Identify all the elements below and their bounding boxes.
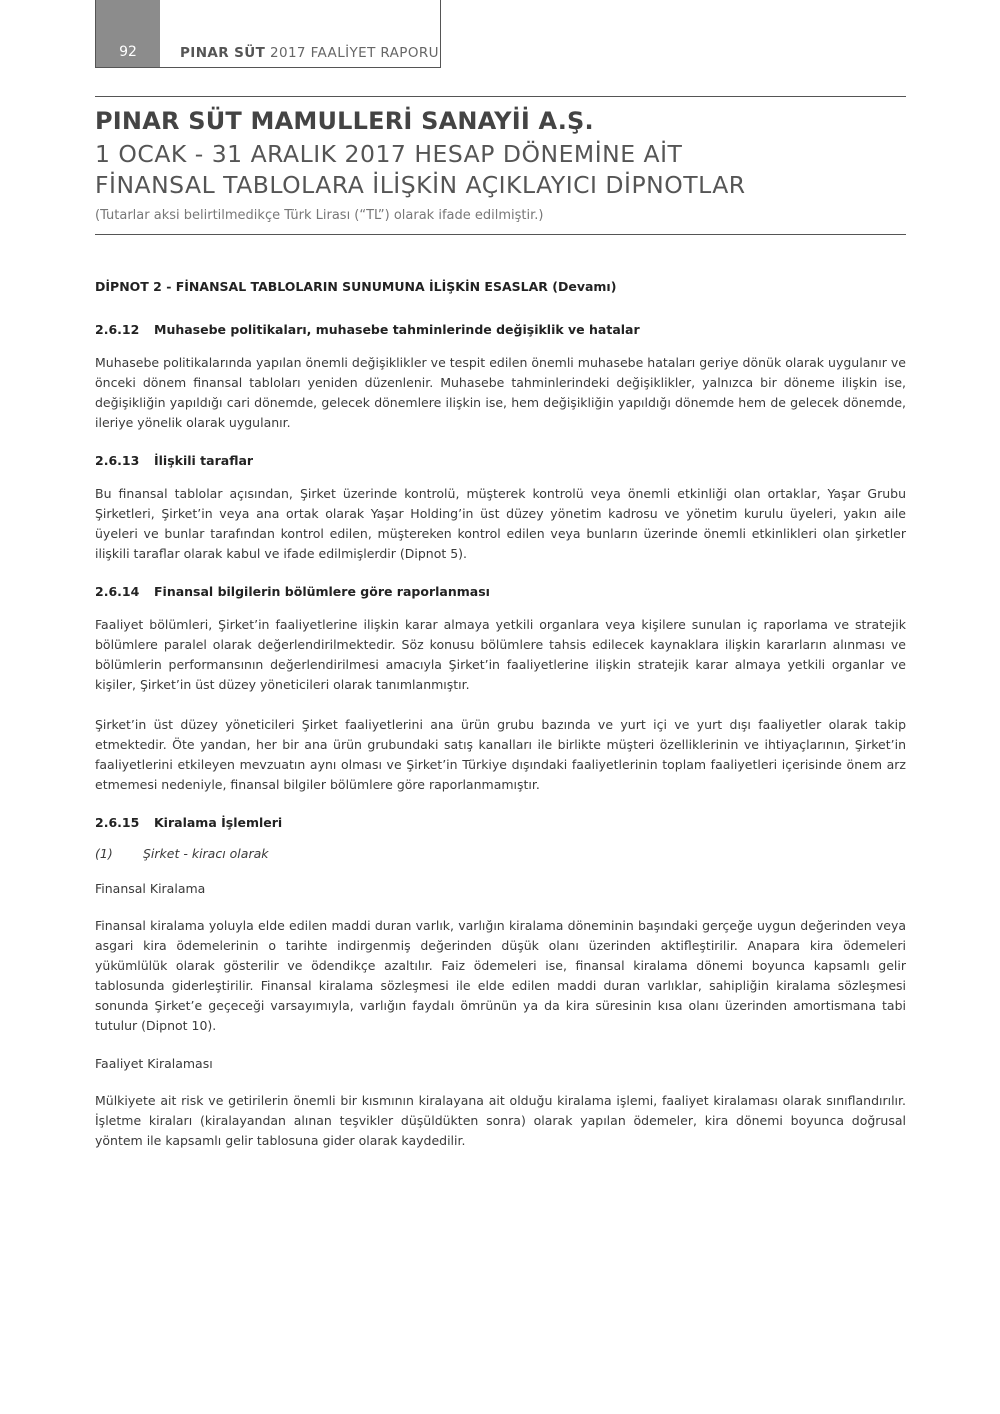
paragraph: Finansal kiralama yoluyla elde edilen maddi duran varlık, varlığın kiralama döneminin başındaki gerçeğe uygun değerinden veya asgari kira ödemelerinin o tarihte indirgenmiş değerinden düşük olanı üzerinden aktifleştirilir. Anapara kira ödemeleri yükümlülük olarak gösterilir ve ödendikçe azaltılır. Faiz ödemeleri ise, finansal kiralama dönemi boyunca kapsamlı gelir tablosunda giderleştirilir. Finansal kiralama sözleşmesi ile elde edilen maddi duran varlıklar, sahipliğin kiralama sözleşmesi sonunda Şirket’e geçeceği varsayımıyla, varlığın faydalı ömrünün ya da kira süresinin kısa olanı üzerinden amortismana tabi tutulur (Dipnot 10).: [95, 918, 906, 1033]
subsection-heading-2-6-13: [95, 453, 906, 468]
company-name: PINAR SÜT MAMULLERİ SANAYİİ A.Ş.: [95, 107, 594, 135]
currency-note: (Tutarlar aksi belirtilmedikçe Türk Lirası (“TL”) olarak ifade edilmiştir.): [95, 208, 544, 223]
subsection-title: Kiralama İşlemleri: [154, 815, 283, 830]
list-item: [95, 846, 906, 861]
main-content: [95, 279, 906, 1171]
paragraph: Şirket’in üst düzey yöneticileri Şirket faaliyetlerini ana ürün grubu bazında ve yurt içi ve yurt dışı faaliyetler olarak takip etmektedir. Öte yandan, her bir ana ürün grubundaki satış kanalları ile birlikte müşteri özelliklerinin ve ihtiyaçlarının, Şirket’in faaliyetlerini etkileyen mevzuatın aynı olması ve Şirket’in Türkiye dışındaki faaliyetlerinin toplam faaliyetleri içerisinde önem arz etmemesi nedeniyle, finansal bilgiler bölümlere göre raporlanmamıştır.: [95, 717, 906, 792]
section-title: DİPNOT 2 - FİNANSAL TABLOLARIN SUNUMUNA İLİŞKİN ESASLAR (Devamı): [95, 279, 617, 294]
operating-lease-heading: Faaliyet Kiralaması: [95, 1056, 213, 1071]
item-number: (1): [95, 846, 113, 861]
subsection-title: Muhasebe politikaları, muhasebe tahminlerinde değişiklik ve hatalar: [154, 322, 640, 337]
paragraph: Mülkiyete ait risk ve getirilerin önemli bir kısmının kiralayana ait olduğu kiralama işlemi, faaliyet kiralaması olarak sınıflandırılır. İşletme kiraları (kiralayandan alınan teşvikler düşüldükten sonra) olarak yapılan ödemeler, kira dönemi boyunca doğrusal yöntem ile kapsamlı gelir tablosuna gider olarak kaydedilir.: [95, 1093, 906, 1148]
report-header-title: [180, 45, 439, 61]
subsection-heading-2-6-14: [95, 584, 906, 599]
paragraph: Bu finansal tablolar açısından, Şirket üzerinde kontrolü, müşterek kontrolü veya önemli etkinliği olan ortaklar, Yaşar Grubu Şirketleri, Şirket’in veya ana ortak olarak Yaşar Holding’in üst düzey yönetim kadrosu ve yönetim kurulu üyeleri, yakın aile üyeleri ve bunlar tarafından kontrol edilen, müştereken kontrol edilen veya bunların üzerinde önemli etkinlikleri olan şirketler ilişkili taraflar olarak kabul ve ifade edilmişlerdir (Dipnot 5).: [95, 486, 906, 561]
paragraph: Faaliyet bölümleri, Şirket’in faaliyetlerine ilişkin karar almaya yetkili organlara veya kişilere sunulan iç raporlama ve stratejik bölümlere paralel olarak değerlendirilmektedir. Söz konusu bölümlere tahsis edilecek kaynaklara ilişkin kararların alınması ve bölümlerin performansının değerlendirilmesi amacıyla Şirket’in faaliyetlerine ilişkin stratejik karar almaya yetkili organlar ve kişiler, Şirket’in üst düzey yöneticileri olarak tanımlanmıştır.: [95, 617, 906, 692]
subsection-title: Finansal bilgilerin bölümlere göre raporlanması: [154, 584, 490, 599]
subsection-heading-2-6-15: [95, 815, 906, 830]
subsection-title: İlişkili taraflar: [154, 453, 254, 468]
subsection-number: 2.6.14: [95, 584, 140, 599]
finance-lease-heading: Finansal Kiralama: [95, 881, 206, 896]
subsection-heading-2-6-12: [95, 322, 906, 337]
header-tab: [95, 0, 441, 68]
subsection-number: 2.6.15: [95, 815, 140, 830]
report-title: 2017 FAALİYET RAPORU: [269, 45, 439, 61]
subsection-number: 2.6.12: [95, 322, 140, 337]
header-divider: [95, 234, 906, 235]
subsection-number: 2.6.13: [95, 453, 140, 468]
brand-name: PINAR SÜT: [180, 45, 266, 61]
page-number: 92: [96, 0, 160, 67]
notes-heading: FİNANSAL TABLOLARA İLİŞKİN AÇIKLAYICI DİPNOTLAR: [95, 171, 746, 199]
item-text: Şirket - kiracı olarak: [143, 846, 269, 861]
top-divider: [95, 96, 906, 97]
paragraph: Muhasebe politikalarında yapılan önemli değişiklikler ve tespit edilen önemli muhasebe hataları geriye dönük olarak uygulanır ve önceki dönem finansal tabloları yeniden düzenlenir. Muhasebe tahminlerindeki değişiklikler, yalnızca bir döneme ilişkin ise, değişikliğin yapıldığı cari dönemde, gelecek dönemlere ilişkin ise, hem değişikliğin yapıldığı dönemde hem de gelecek dönemde, ileriye yönelik olarak uygulanır.: [95, 355, 906, 430]
period-heading: 1 OCAK - 31 ARALIK 2017 HESAP DÖNEMİNE AİT: [95, 140, 683, 168]
